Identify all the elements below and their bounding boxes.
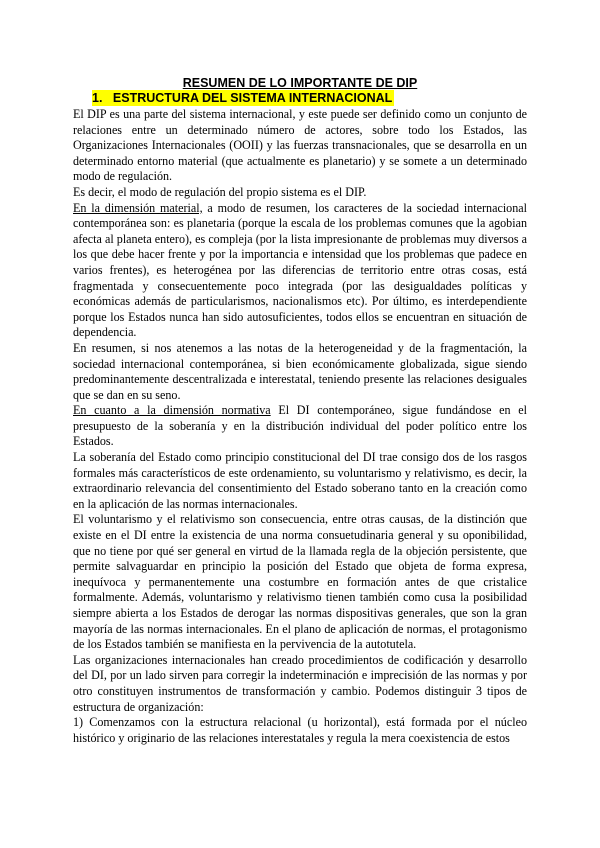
section-number: 1.	[92, 91, 103, 105]
paragraph: En cuanto a la dimensión normativa El DI contemporáneo, sigue fundándose en el presupuesto de la soberanía y en la distribución individual del poder político entre los Estados.	[73, 403, 527, 449]
paragraph: El DIP es una parte del sistema internacional, y este puede ser definido como un conjunto de relaciones entre un determinado número de actores, sobre todo los Estados, las Organizaciones Internacionales (OOII) y las fuerzas transnacionales, que se desarrolla en un determinado entorno material (que actualmente es planetario) y se somete a un determinado modo de regulación.	[73, 107, 527, 184]
paragraph: Las organizaciones internacionales han creado procedimientos de codificación y desarrollo del DI, por un lado sirven para corregir la indeterminación e imprecisión de las normas y por otro constituyen instrumentos de transformación y cambio. Podemos distinguir 3 tipos de estructura de organización:	[73, 652, 527, 714]
paragraph-lead: En cuanto a la dimensión normativa	[73, 403, 271, 418]
paragraph: En resumen, si nos atenemos a las notas de la heterogeneidad y de la fragmentación, la sociedad internacional contemporánea, si bien económicamente globalizada, sigue siendo predominantemente descentralizada e interestatal, teniendo presente las relaciones desiguales que se dan en su seno.	[73, 340, 527, 402]
paragraph-lead: En la dimensión material,	[73, 200, 203, 215]
paragraph: La soberanía del Estado como principio constitucional del DI trae consigo dos de los rasgos formales más característicos de este ordenamiento, su voluntarismo y relativismo, es decir, la extraordinario relevancia del consentimiento del Estado soberano tanto en la creación como en la aplicación de las normas internacionales.	[73, 450, 527, 511]
paragraph: El voluntarismo y el relativismo son consecuencia, entre otras causas, de la distinción que existe en el DI entre la existencia de una norma consuetudinaria general y su oponibilidad, que no tiene por qué ser general en virtud de la llamada regla de la objeción persistente, que permite salvaguardar en principio la posición del Estado que objeta de forma expresa, inequívoca y permanentemente una costumbre en formación antes de que cristalice formalmente. Además, voluntarismo y relativismo tienen también como cusa la posibilidad siempre abierta a los Estados de derogar las normas dispositivas generales, que son la gran mayoría de las normas internacionales. En el plano de aplicación de normas, el protagonismo de los Estados también se manifiesta en la pervivencia de la autotutela.	[73, 512, 527, 652]
paragraph: Es decir, el modo de regulación del propio sistema es el DIP.	[73, 184, 367, 199]
section-heading	[92, 90, 394, 106]
paragraph: En la dimensión material, a modo de resumen, los caracteres de la sociedad internacional contemporánea son: es planetaria (porque la escala de los problemas comunes que la agobian afecta al planeta entero), es compleja (por la lista impresionante de problemas muy diversos a los que debe hacer frente y por la importancia e intensidad que los problemas que padece en varios frentes), es heterogénea por las diferencias de territorio entre otras cosas, está fragmentada y consecuentemente poco integrada (por las desigualdades políticas y económicas además de particularismos, nacionalismos etc). Por último, es interdependiente porque los Estados nunca han sido autosuficientes, todos ellos se encuentran en situación de dependencia.	[73, 200, 527, 340]
document-body	[73, 107, 527, 746]
document-title: RESUMEN DE LO IMPORTANTE DE DIP	[182, 76, 418, 90]
section-heading-text: ESTRUCTURA DEL SISTEMA INTERNACIONAL	[112, 91, 393, 105]
paragraph: 1) Comenzamos con la estructura relacional (u horizontal), está formada por el núcleo histórico y originario de las relaciones interestatales y regula la mera coexistencia de estos	[73, 715, 527, 745]
